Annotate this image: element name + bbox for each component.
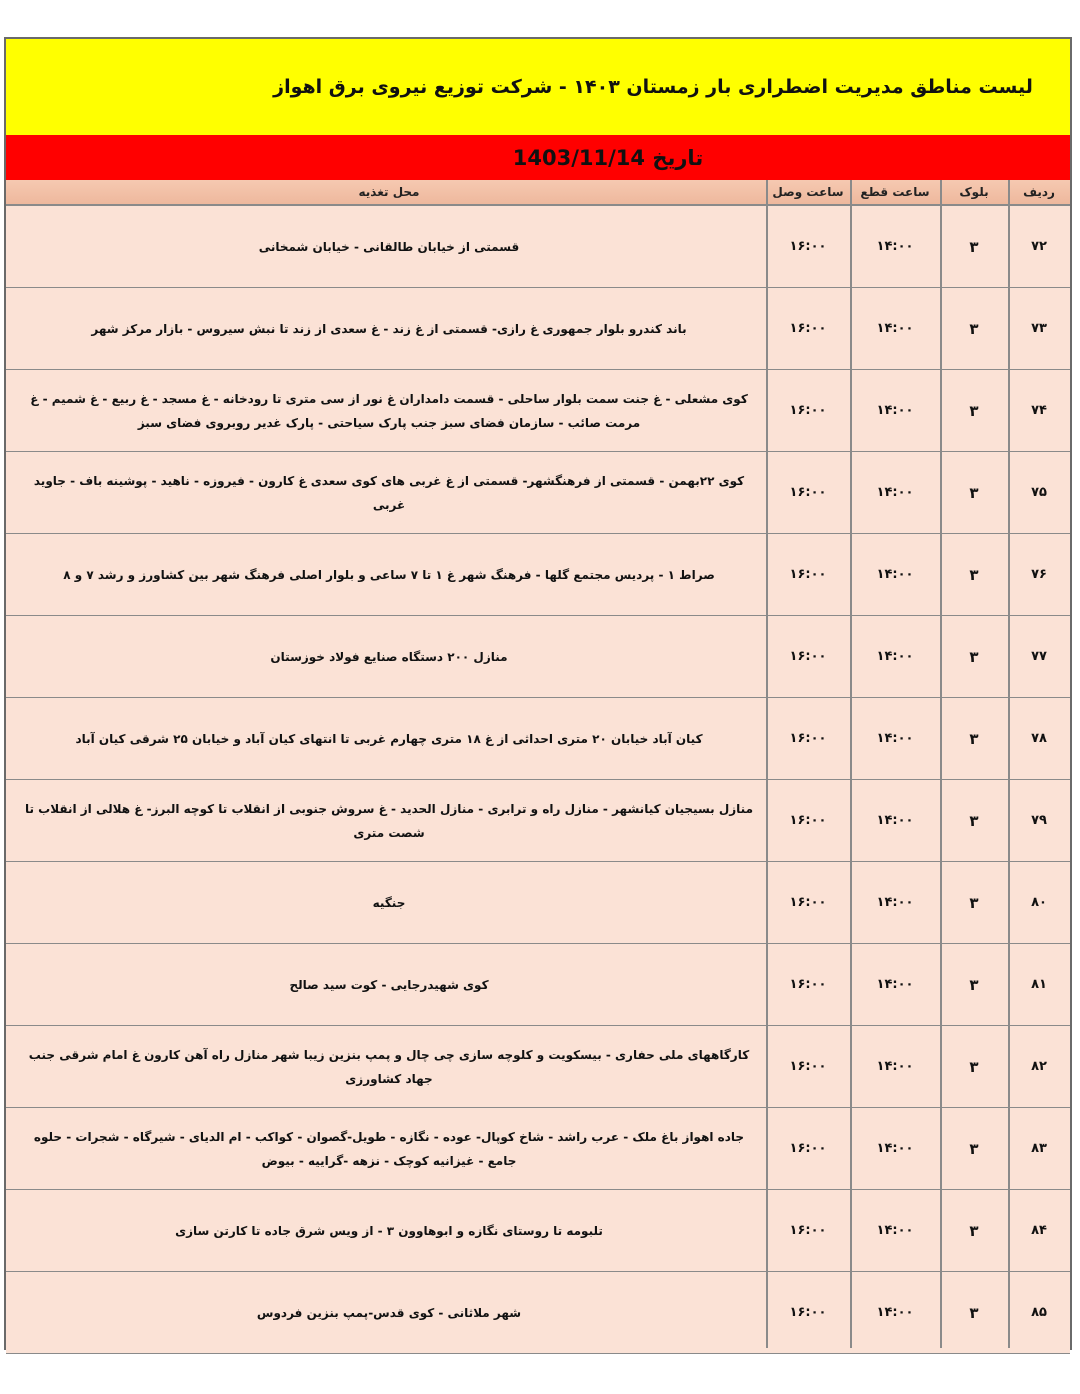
schedule-sheet xyxy=(4,37,1072,1350)
connect-time-cell: ۱۶:۰۰ xyxy=(789,649,827,664)
cut-time-cell: ۱۴:۰۰ xyxy=(876,567,914,582)
block-cell: ۳ xyxy=(969,1221,979,1240)
block-cell: ۳ xyxy=(969,893,979,912)
table-row xyxy=(6,1190,1070,1272)
column-divider xyxy=(766,180,768,1348)
cut-time-cell: ۱۴:۰۰ xyxy=(876,895,914,910)
column-header-index: ردیف xyxy=(1023,185,1055,199)
location-cell: منازل بسیجیان کیانشهر - منازل راه و ترابری - منازل الحدید - غ سروش جنوبی از انقلاب تا کوچه البرز- غ هلالی از انقلاب تا شصت متری xyxy=(24,801,753,840)
location-cell: باند کندرو بلوار جمهوری غ رازی- قسمتی از غ زند - غ سعدی از زند تا نبش سیروس - بازار مرکز شهر xyxy=(91,321,687,336)
index-cell: ۷۵ xyxy=(1031,485,1047,500)
table-row xyxy=(6,1026,1070,1108)
block-cell: ۳ xyxy=(969,1057,979,1076)
connect-time-cell: ۱۶:۰۰ xyxy=(789,977,827,992)
block-cell: ۳ xyxy=(969,565,979,584)
date-banner xyxy=(6,135,1070,180)
column-divider xyxy=(940,180,942,1348)
location-cell: کوی مشعلی - غ جنت سمت بلوار ساحلی - قسمت دامداران غ نور از سی متری تا رودخانه - غ مسجد - غ ربیع - غ شمیم - غ مرمت صائب - سازمان فضای سبز جنب پارک سیاحتی - پارک غدیر روبروی فضای سبز xyxy=(30,391,748,430)
cut-time-cell: ۱۴:۰۰ xyxy=(876,1223,914,1238)
location-cell: قسمتی از خیابان طالقانی - خیابان شمخانی xyxy=(258,239,520,254)
column-header-cut-time: ساعت قطع xyxy=(860,185,930,199)
cut-time-cell: ۱۴:۰۰ xyxy=(876,321,914,336)
block-cell: ۳ xyxy=(969,319,979,338)
location-cell: کوی شهیدرجایی - کوت سید صالح xyxy=(289,977,489,992)
location-cell: جاده اهواز باغ ملک - عرب راشد - شاخ کوپال- عوده - نگازه - طویل-گصوان - کواکب - ام الدیای - شیرگاه - شجرات - حلوه جامع - غیزانیه کوچک - نزهه -گراییه - بیوض xyxy=(33,1129,745,1168)
index-cell: ۷۳ xyxy=(1031,321,1047,336)
cut-time-cell: ۱۴:۰۰ xyxy=(876,485,914,500)
cut-time-cell: ۱۴:۰۰ xyxy=(876,1059,914,1074)
index-cell: ۷۲ xyxy=(1031,239,1047,254)
table-row xyxy=(6,370,1070,452)
column-header-location: محل تغذیه xyxy=(358,185,420,199)
block-cell: ۳ xyxy=(969,647,979,666)
block-cell: ۳ xyxy=(969,811,979,830)
index-cell: ۷۹ xyxy=(1031,813,1047,828)
table-row xyxy=(6,452,1070,534)
location-cell: کارگاههای ملی حفاری - بیسکویت و کلوچه سازی چی چال و پمپ بنزین زیبا شهر منازل راه آهن کارون غ امام شرقی جنب جهاد کشاورزی xyxy=(28,1047,750,1086)
table-row xyxy=(6,862,1070,944)
column-header-block: بلوک xyxy=(959,185,989,199)
block-cell: ۳ xyxy=(969,1139,979,1158)
location-cell: جنگیه xyxy=(372,895,406,910)
page-title: لیست مناطق مدیریت اضطراری بار زمستان ۱۴۰۳ - شرکت توزیع نیروی برق اهواز xyxy=(273,76,1033,98)
table-row xyxy=(6,616,1070,698)
connect-time-cell: ۱۶:۰۰ xyxy=(789,485,827,500)
index-cell: ۷۷ xyxy=(1031,649,1047,664)
table-row xyxy=(6,288,1070,370)
cut-time-cell: ۱۴:۰۰ xyxy=(876,1305,914,1320)
title-banner xyxy=(6,39,1070,136)
index-cell: ۸۰ xyxy=(1031,895,1047,910)
index-cell: ۷۶ xyxy=(1031,567,1047,582)
block-cell: ۳ xyxy=(969,1303,979,1322)
block-cell: ۳ xyxy=(969,401,979,420)
block-cell: ۳ xyxy=(969,975,979,994)
location-cell: کیان آباد خیابان ۲۰ متری احداثی از غ ۱۸ متری چهارم غربی تا انتهای کیان آباد و خیابان ۲۵ شرقی کیان آباد xyxy=(75,731,703,746)
connect-time-cell: ۱۶:۰۰ xyxy=(789,1223,827,1238)
location-cell: تلبومه تا روستای نگازه و ابوهاوون ۳ - از ویس شرق جاده تا کارتن سازی xyxy=(175,1223,603,1238)
location-cell: منازل ۲۰۰ دستگاه صنایع فولاد خوزستان xyxy=(270,649,508,664)
table-row xyxy=(6,1272,1070,1354)
column-divider xyxy=(850,180,852,1348)
block-cell: ۳ xyxy=(969,483,979,502)
location-cell: صراط ۱ - پردیس مجتمع گلها - فرهنگ شهر غ ۱ تا ۷ ساعی و بلوار اصلی فرهنگ شهر بین کشاورز و رشد ۷ و ۸ xyxy=(63,567,715,582)
column-header-connect-time: ساعت وصل xyxy=(772,185,844,199)
column-divider xyxy=(1008,180,1010,1348)
table-row xyxy=(6,1108,1070,1190)
connect-time-cell: ۱۶:۰۰ xyxy=(789,731,827,746)
index-cell: ۸۵ xyxy=(1031,1305,1047,1320)
table-header xyxy=(6,180,1070,206)
connect-time-cell: ۱۶:۰۰ xyxy=(789,567,827,582)
connect-time-cell: ۱۶:۰۰ xyxy=(789,239,827,254)
block-cell: ۳ xyxy=(969,237,979,256)
table-row xyxy=(6,206,1070,288)
table-row xyxy=(6,944,1070,1026)
table-row xyxy=(6,780,1070,862)
connect-time-cell: ۱۶:۰۰ xyxy=(789,1305,827,1320)
cut-time-cell: ۱۴:۰۰ xyxy=(876,1141,914,1156)
cut-time-cell: ۱۴:۰۰ xyxy=(876,977,914,992)
cut-time-cell: ۱۴:۰۰ xyxy=(876,649,914,664)
index-cell: ۷۸ xyxy=(1031,731,1047,746)
index-cell: ۸۳ xyxy=(1031,1141,1047,1156)
cut-time-cell: ۱۴:۰۰ xyxy=(876,731,914,746)
date-label: تاریخ 1403/11/14 xyxy=(512,145,704,170)
index-cell: ۷۴ xyxy=(1031,403,1047,418)
connect-time-cell: ۱۶:۰۰ xyxy=(789,403,827,418)
index-cell: ۸۴ xyxy=(1031,1223,1047,1238)
connect-time-cell: ۱۶:۰۰ xyxy=(789,321,827,336)
block-cell: ۳ xyxy=(969,729,979,748)
connect-time-cell: ۱۶:۰۰ xyxy=(789,895,827,910)
location-cell: کوی ۲۲بهمن - قسمتی از فرهنگشهر- قسمتی از غ غربی های کوی سعدی غ کارون - فیروزه - ناهید - پوشینه باف - جاوید غربی xyxy=(33,473,745,512)
cut-time-cell: ۱۴:۰۰ xyxy=(876,239,914,254)
location-cell: شهر ملاثانی - کوی قدس-پمپ بنزین فردوس xyxy=(256,1305,522,1320)
table-row xyxy=(6,698,1070,780)
cut-time-cell: ۱۴:۰۰ xyxy=(876,813,914,828)
index-cell: ۸۱ xyxy=(1031,977,1047,992)
index-cell: ۸۲ xyxy=(1031,1059,1047,1074)
table-row xyxy=(6,534,1070,616)
connect-time-cell: ۱۶:۰۰ xyxy=(789,1141,827,1156)
connect-time-cell: ۱۶:۰۰ xyxy=(789,813,827,828)
cut-time-cell: ۱۴:۰۰ xyxy=(876,403,914,418)
connect-time-cell: ۱۶:۰۰ xyxy=(789,1059,827,1074)
